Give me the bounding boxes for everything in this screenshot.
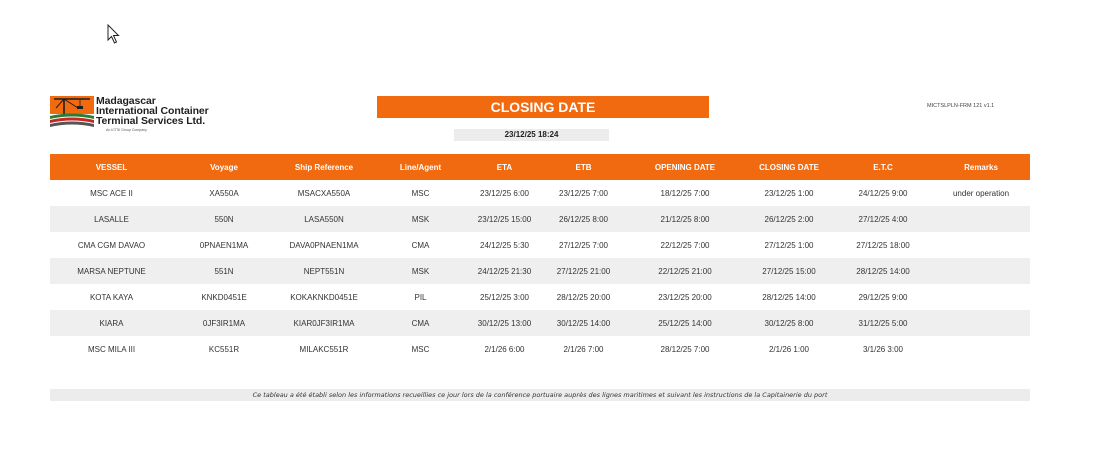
cell-line-agent: PIL	[414, 292, 427, 302]
cell-voyage: KNKD0451E	[201, 292, 247, 302]
cell-opening-date: 21/12/25 8:00	[660, 214, 710, 224]
cell-eta: 24/12/25 21:30	[477, 266, 532, 276]
cell-etb: 30/12/25 14:00	[556, 318, 611, 328]
cell-closing-date: 26/12/25 2:00	[764, 214, 814, 224]
cell-line-agent: MSC	[411, 188, 430, 198]
cell-voyage: 551N	[214, 266, 234, 276]
cell-remarks: under operation	[952, 188, 1010, 198]
cell-eta: 25/12/25 3:00	[480, 292, 529, 302]
cell-ship-reference: MILAKC551R	[299, 344, 349, 354]
company-tagline: An ICTSI Group Company	[106, 128, 147, 132]
cell-vessel: MARSA NEPTUNE	[77, 266, 146, 276]
cell-opening-date: 22/12/25 7:00	[660, 240, 710, 250]
cell-etc: 3/1/26 3:00	[862, 344, 904, 354]
company-name-line3: Terminal Services Ltd.	[96, 115, 206, 127]
cell-voyage: KC551R	[208, 344, 240, 354]
document-date: 23/12/25 18:24	[454, 129, 609, 141]
table-row	[50, 258, 1030, 284]
cell-opening-date: 18/12/25 7:00	[660, 188, 710, 198]
cell-line-agent: MSK	[411, 266, 430, 276]
table-row	[50, 180, 1030, 206]
cell-opening-date: 22/12/25 21:00	[658, 266, 712, 276]
cell-eta: 23/12/25 6:00	[480, 188, 529, 198]
cell-closing-date: 27/12/25 1:00	[764, 240, 814, 250]
cell-vessel: MSC ACE II	[90, 188, 133, 198]
cell-etc: 27/12/25 4:00	[858, 214, 908, 224]
cell-opening-date: 23/12/25 20:00	[658, 292, 712, 302]
table-row	[50, 336, 1030, 362]
table-row	[50, 310, 1030, 336]
cell-etb: 27/12/25 7:00	[559, 240, 608, 250]
cell-eta: 30/12/25 13:00	[477, 318, 532, 328]
company-logo	[50, 96, 220, 136]
cell-closing-date: 23/12/25 1:00	[764, 188, 814, 198]
cell-vessel: MSC MILA III	[87, 344, 136, 354]
cell-etc: 29/12/25 9:00	[858, 292, 908, 302]
cell-eta: 2/1/26 6:00	[484, 344, 525, 354]
header-ship-reference: Ship Reference	[294, 162, 354, 172]
cell-voyage: 550N	[214, 214, 234, 224]
company-name-line1: Madagascar	[96, 95, 156, 107]
header-eta: ETA	[496, 162, 513, 172]
cell-line-agent: CMA	[411, 240, 430, 250]
cell-closing-date: 2/1/26 1:00	[768, 344, 810, 354]
cell-line-agent: MSC	[411, 344, 430, 354]
header-etb: ETB	[575, 162, 592, 172]
cell-eta: 23/12/25 15:00	[477, 214, 532, 224]
cell-etc: 27/12/25 18:00	[856, 240, 910, 250]
header-etc: E.T.C	[873, 162, 893, 172]
header-closing-date: CLOSING DATE	[759, 162, 819, 172]
cell-vessel: LASALLE	[94, 214, 129, 224]
header-opening-date: OPENING DATE	[654, 162, 716, 172]
cell-etb: 26/12/25 8:00	[559, 214, 608, 224]
cell-etb: 23/12/25 7:00	[559, 188, 608, 198]
cell-opening-date: 25/12/25 14:00	[658, 318, 712, 328]
header-remarks: Remarks	[964, 162, 998, 172]
cell-vessel: CMA CGM DAVAO	[77, 240, 146, 250]
table-row	[50, 206, 1030, 232]
cell-etb: 27/12/25 21:00	[556, 266, 611, 276]
header-vessel: VESSEL	[95, 162, 128, 172]
cell-ship-reference: MSACXA550A	[297, 188, 351, 198]
cell-closing-date: 27/12/25 15:00	[762, 266, 816, 276]
cell-ship-reference: NEPT551N	[303, 266, 345, 276]
cell-eta: 24/12/25 5:30	[480, 240, 529, 250]
table-row	[50, 232, 1030, 258]
cell-line-agent: CMA	[411, 318, 430, 328]
cell-ship-reference: KOKAKNKD0451E	[290, 292, 358, 302]
mouse-cursor-icon	[107, 24, 121, 44]
cell-etc: 31/12/25 5:00	[858, 318, 908, 328]
table-header-row	[50, 154, 1030, 180]
cell-etc: 24/12/25 9:00	[858, 188, 908, 198]
cell-vessel: KIARA	[99, 318, 124, 328]
cell-etb: 28/12/25 20:00	[556, 292, 611, 302]
header-line-agent: Line/Agent	[399, 162, 442, 172]
table-row	[50, 284, 1030, 310]
cell-closing-date: 28/12/25 14:00	[762, 292, 816, 302]
document-reference: MICTSLPLN-FRM 121 v1.1	[927, 103, 995, 109]
footer-note: Ce tableau a été établi selon les informations recueillies ce jour lors de la conférence portuaire auprès des lignes maritimes et suivant les instructions de la Capitainerie du port	[50, 389, 1030, 401]
cell-voyage: 0PNAEN1MA	[199, 240, 249, 250]
document-title: CLOSING DATE	[377, 96, 709, 118]
cell-ship-reference: DAVA0PNAEN1MA	[289, 240, 359, 250]
company-name-line2: International Container	[96, 105, 209, 117]
cell-vessel: KOTA KAYA	[89, 292, 134, 302]
cell-line-agent: MSK	[411, 214, 430, 224]
cell-closing-date: 30/12/25 8:00	[764, 318, 814, 328]
cell-voyage: XA550A	[209, 188, 239, 198]
company-name	[96, 96, 209, 126]
cell-ship-reference: LASA550N	[304, 214, 344, 224]
closing-date-table	[50, 154, 1030, 362]
cell-ship-reference: KIAR0JF3IR1MA	[293, 318, 355, 328]
cell-opening-date: 28/12/25 7:00	[660, 344, 710, 354]
header-voyage: Voyage	[210, 162, 238, 172]
cell-voyage: 0JF3IR1MA	[202, 318, 246, 328]
cell-etc: 28/12/25 14:00	[856, 266, 910, 276]
crane-logo-icon	[50, 96, 94, 130]
cell-etb: 2/1/26 7:00	[563, 344, 604, 354]
